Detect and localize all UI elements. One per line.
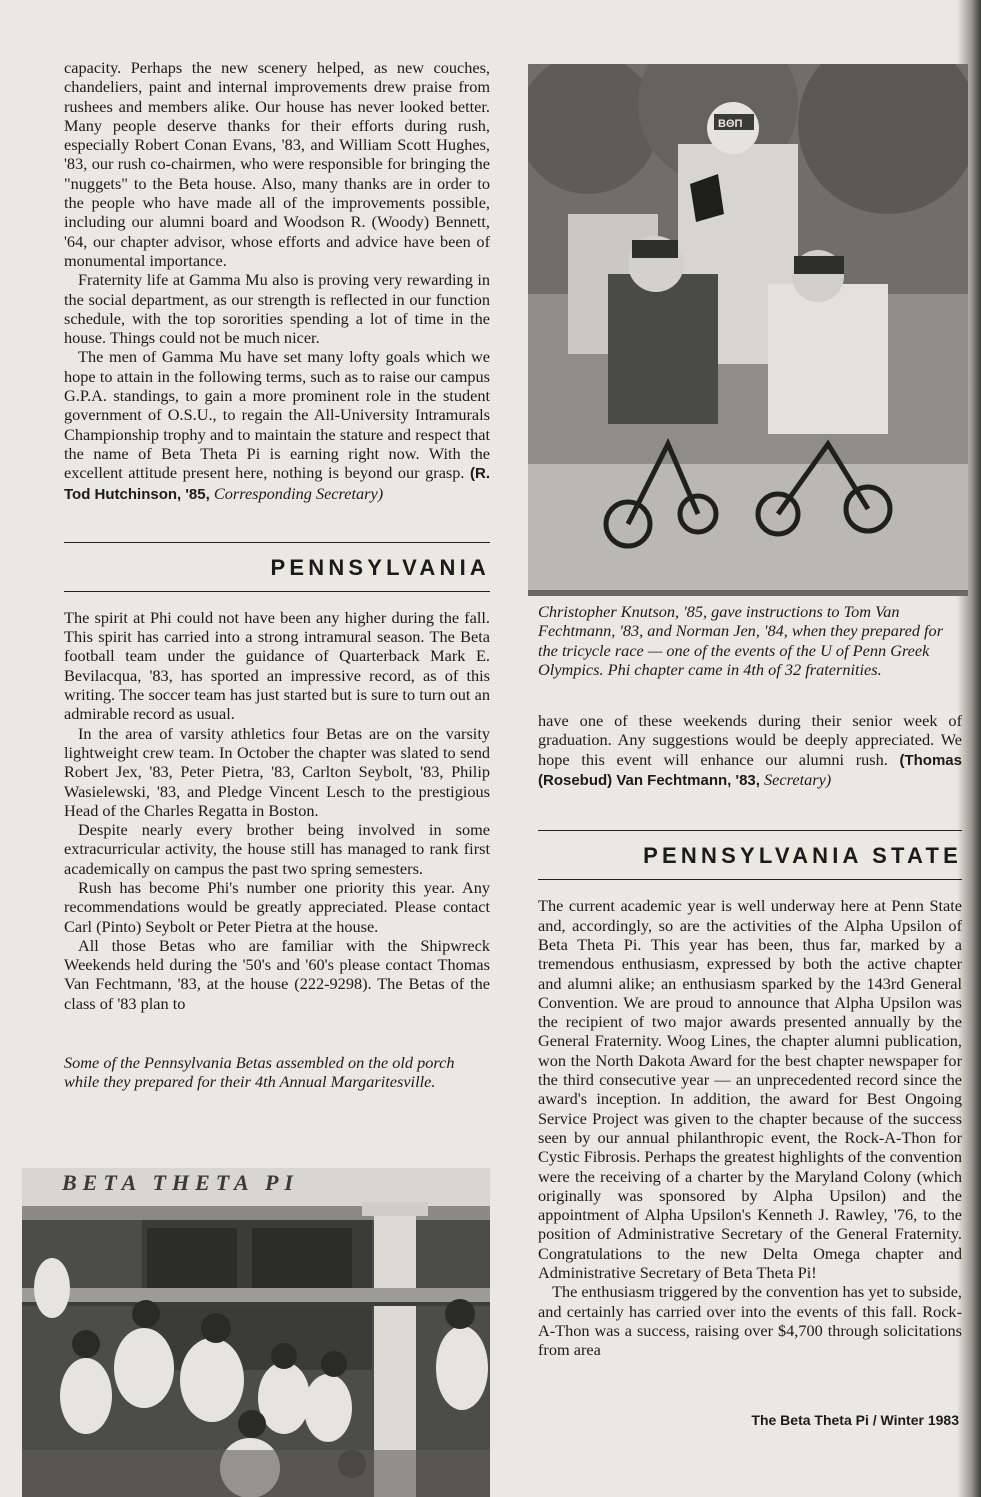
pennsylvania-signature-role: Secretary)	[764, 770, 832, 790]
pennsylvania-state-heading-text: PENNSYLVANIA STATE	[643, 843, 962, 869]
pennsylvania-article	[64, 608, 490, 1013]
gamma-mu-paragraph: capacity. Perhaps the new scenery helped, as new couches, chandeliers, paint and internal improvements drew praise from rushees and members alike. Our house has never looked better. Many people deserve thanks for their efforts during rush, especially Robert Conan Evans, '83, and William Scott Hughes, '83, our rush co-chairmen, who were responsible for bringing the "nuggets" to the Beta house. Also, many thanks are in order to the people who have made all of the improvements possible, including our alumni board and Woodson R. (Woody) Bennett, '64, our chapter advisor, whose efforts and advice have been of monumental importance.	[64, 58, 490, 270]
pennsylvania-continued-paragraph	[538, 711, 962, 790]
page-footer: The Beta Theta Pi / Winter 1983	[751, 1412, 959, 1428]
porch-photo-caption: Some of the Pennsylvania Betas assembled on the old porch while they prepared for their 4th Annual Margaritesville.	[64, 1053, 455, 1092]
pennsylvania-state-paragraph: The enthusiasm triggered by the convention has yet to subside, and certainly has carried over into the events of this fall. Rock-A-Thon was a success, raising over $4,700 through solicitations from area	[538, 1282, 962, 1360]
left-column	[64, 58, 490, 1092]
pennsylvania-paragraph: In the area of varsity athletics four Betas are on the varsity lightweight crew team. In October the chapter was slated to send Robert Jex, '83, Peter Pietra, '83, Carlton Seybolt, '83, Philip Wasielewski, '83, and Pledge Vincent Lesch to the prestigious Head of the Charles Regatta in Boston.	[64, 723, 490, 820]
porch-photo	[22, 1168, 490, 1497]
porch-photo-graphic	[22, 1168, 490, 1497]
gamma-mu-paragraph	[64, 347, 490, 503]
tricycle-photo-graphic	[528, 64, 968, 596]
tricycle-photo-caption: Christopher Knutson, '85, gave instructions to Tom Van Fechtmann, '83, and Norman Jen, '84, when they prepared for the tricycle race — one of the events of the U of Penn Greek Olympics. Phi chapter came in 4th of 32 fraternities.	[538, 602, 944, 679]
gamma-mu-paragraph-text: The men of Gamma Mu have set many lofty goals which we hope to attain in the following terms, such as to raise our campus G.P.A. standings, to gain a more prominent role in the student government of O.S.U., to regain the All-University Intramurals Championship trophy and to maintain the stature and respect that the name of Beta Theta Pi is earning right now. With the excellent attitude present here, nothing is beyond our grasp.	[64, 347, 490, 483]
pennsylvania-paragraph: All those Betas who are familiar with the Shipwreck Weekends held during the '50's and '60's please contact Thomas Van Fechtmann, '83, at the house (222-9298). The Betas of the class of '83 plan to	[64, 935, 490, 1013]
pennsylvania-heading	[64, 542, 490, 592]
pennsylvania-paragraph: Despite nearly every brother being involved in some extracurricular activity, the house still has managed to rank first academically on campus the past two spring semesters.	[64, 820, 490, 878]
pennsylvania-state-paragraph: The current academic year is well underway here at Penn State and, accordingly, so are the activities of the Alpha Upsilon of Beta Theta Pi. This year has been, thus far, marked by a tremendous enthusiasm, expressed by both the active chapter and alumni alike; an enthusiasm sparked by the 143rd General Convention. We are proud to announce that Alpha Upsilon was the recipient of two major awards presented annually by the General Fraternity. Woog Lines, the chapter alumni publication, won the North Dakota Award for the best chapter newspaper for the third consecutive year — an unprecedented record since the award's inception. In addition, the award for Best Ongoing Service Project was given to the chapter because of the success seen by our annual philanthropic event, the Rock-A-Thon for Cystic Fibrosis. Perhaps the greatest highlights of the convention were the receiving of a charter by the Maryland Colony (which originally was sponsored by Alpha Upsilon) and the appointment of Alpha Upsilon's Kenneth J. Rawley, '76, to the position of Administrative Secretary of the General Fraternity. Congratulations to the new Delta Omega chapter and Administrative Secretary of Beta Theta Pi!	[538, 896, 962, 1283]
gamma-mu-signature-role: Corresponding Secretary)	[213, 483, 384, 503]
pennsylvania-paragraph: Rush has become Phi's number one priority this year. Any recommendations would be greatly appreciated. Please contact Carl (Pinto) Seybolt or Peter Pietra at the house.	[64, 877, 490, 936]
pennsylvania-paragraph: The spirit at Phi could not have been any higher during the fall. This spirit has carried into a strong intramural season. The Beta football team under the guidance of Quarterback Mark E. Bevilacqua, '83, has sported an impressive record, as of this writing. The soccer team has just started but is sure to turn out an admirable record as usual.	[64, 607, 490, 724]
pennsylvania-continued-text: have one of these weekends during their senior week of graduation. Any suggestions would be deeply appreciated. We hope this event will enhance our alumni rush.	[538, 711, 962, 769]
porch-sign-text: BETA THETA PI	[62, 1170, 299, 1195]
right-column	[538, 602, 962, 1360]
pennsylvania-state-article	[538, 896, 962, 1359]
pennsylvania-state-heading	[538, 830, 962, 880]
gamma-mu-paragraph: Fraternity life at Gamma Mu also is proving very rewarding in the social department, as our strength is reflected in our function schedule, with the top sororities spending a lot of time in the house. Things could not be much nicer.	[64, 270, 490, 348]
gamma-mu-signature-name: (R. Tod Hutchinson, '85,	[64, 465, 490, 503]
pennsylvania-signature-name: (Thomas (Rosebud) Van Fechtmann, '83,	[538, 751, 962, 790]
tricycle-race-photo	[528, 64, 968, 596]
pennsylvania-heading-text: PENNSYLVANIA	[270, 554, 490, 580]
cap-letters: BΘΠ	[718, 118, 743, 130]
